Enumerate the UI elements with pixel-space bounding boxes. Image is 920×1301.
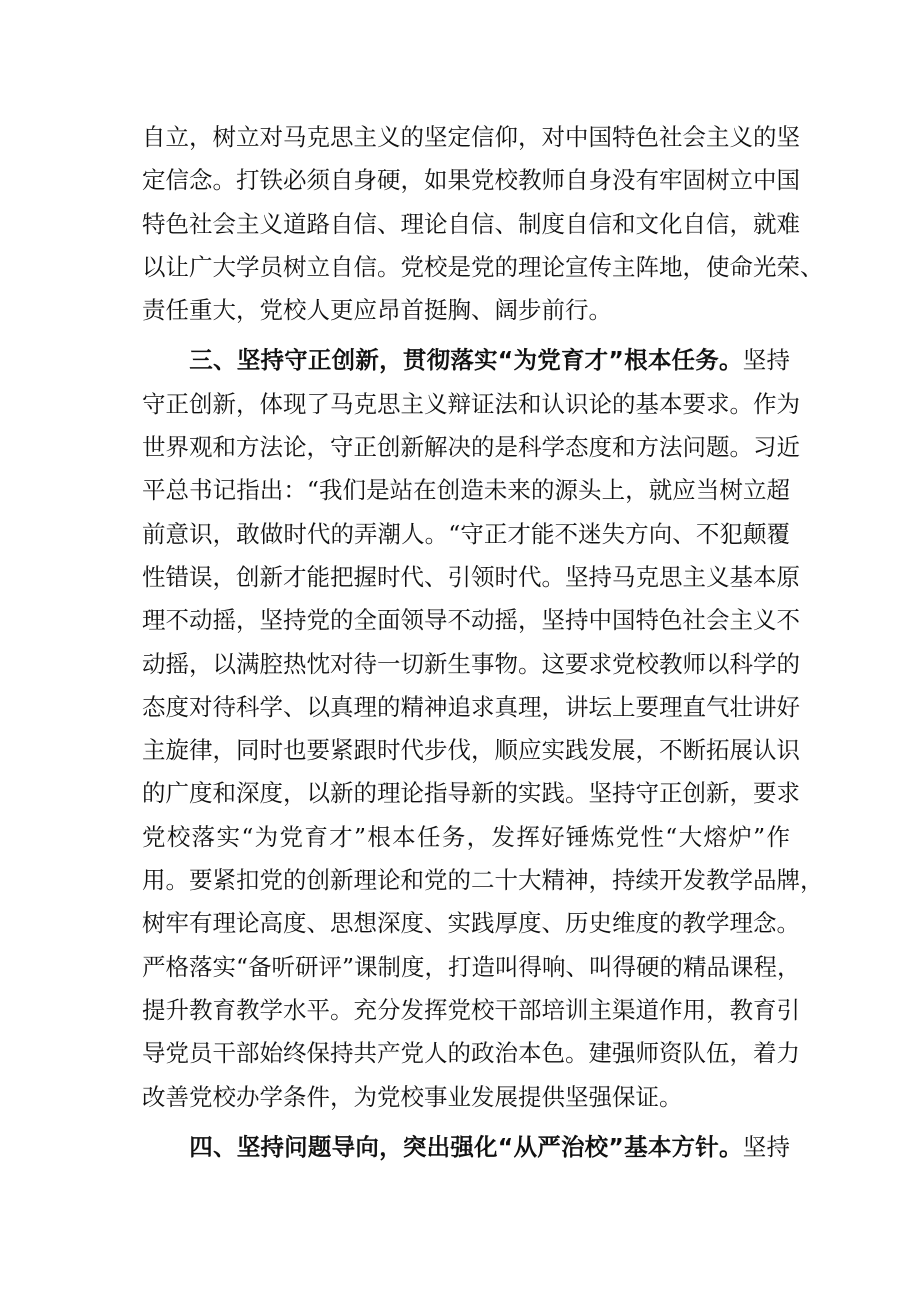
text-line: 世界观和方法论，守正创新解决的是科学态度和方法问题。习近 (142, 433, 800, 462)
text-line: 党校落实“为党育才”根本任务，发挥好锤炼党性“大熔炉”作 (142, 822, 790, 851)
text-line: 导党员干部始终保持共产党人的政治本色。建强师资队伍，着力 (142, 1039, 800, 1068)
section-3-heading: 三、坚持守正创新，贯彻落实“为党育才”根本任务。 (189, 346, 743, 375)
section-3-first-line-rest: 坚持 (742, 346, 791, 375)
text-line: 性错误，创新才能把握时代、引领时代。坚持马克思主义基本原 (142, 562, 800, 591)
text-line: 定信念。打铁必须自身硬，如果党校教师自身没有牢固树立中国 (142, 166, 800, 195)
text-line: 用。要紧扣党的创新理论和党的二十大精神，持续开发教学品牌， (142, 866, 824, 895)
document-body (142, 116, 824, 1169)
text-line: 态度对待科学、以真理的精神追求真理，讲坛上要理直气壮讲好 (142, 692, 800, 721)
text-line: 前意识，敢做时代的弄潮人。“守正才能不迷失方向、不犯颠覆 (142, 519, 790, 548)
text-line: 以让广大学员树立自信。党校是党的理论宣传主阵地，使命光荣、 (142, 252, 824, 281)
text-line: 的广度和深度，以新的理论指导新的实践。坚持守正创新，要求 (142, 779, 800, 808)
section-4-first-line-rest: 坚持 (742, 1132, 791, 1161)
section-3-first-line (142, 339, 790, 382)
text-line: 改善党校办学条件，为党校事业发展提供坚强保证。 (142, 1082, 683, 1111)
text-line: 责任重大，党校人更应昂首挺胸、阔步前行。 (142, 296, 612, 325)
paragraph-gap (142, 332, 790, 339)
text-line: 动摇，以满腔热忱对待一切新生事物。这要求党校教师以科学的 (142, 649, 800, 678)
text-line: 平总书记指出：“我们是站在创造未来的源头上，就应当树立超 (142, 476, 790, 505)
text-line: 理不动摇，坚持党的全面领导不动摇，坚持中国特色社会主义不 (142, 606, 800, 635)
paragraph-gap (142, 1119, 790, 1126)
section-4-heading: 四、坚持问题导向，突出强化“从严治校”基本方针。 (189, 1132, 743, 1161)
section-3-paragraph (142, 339, 824, 1118)
section-4-paragraph (142, 1126, 790, 1169)
text-line: 守正创新，体现了马克思主义辩证法和认识论的基本要求。作为 (142, 389, 800, 418)
text-line: 主旋律，同时也要紧跟时代步伐，顺应实践发展，不断拓展认识 (142, 736, 800, 765)
text-line: 特色社会主义道路自信、理论自信、制度自信和文化自信，就难 (142, 209, 800, 238)
text-line: 提升教育教学水平。充分发挥党校干部培训主渠道作用，教育引 (142, 995, 800, 1024)
text-line: 自立，树立对马克思主义的坚定信仰，对中国特色社会主义的坚 (142, 123, 800, 151)
text-line: 树牢有理论高度、思想深度、实践厚度、历史维度的教学理念。 (142, 909, 800, 938)
text-line: 严格落实“备听研评”课制度，打造叫得响、叫得硬的精品课程， (142, 952, 801, 981)
section-4-first-line (142, 1126, 790, 1169)
paragraph-continuation (142, 116, 824, 332)
